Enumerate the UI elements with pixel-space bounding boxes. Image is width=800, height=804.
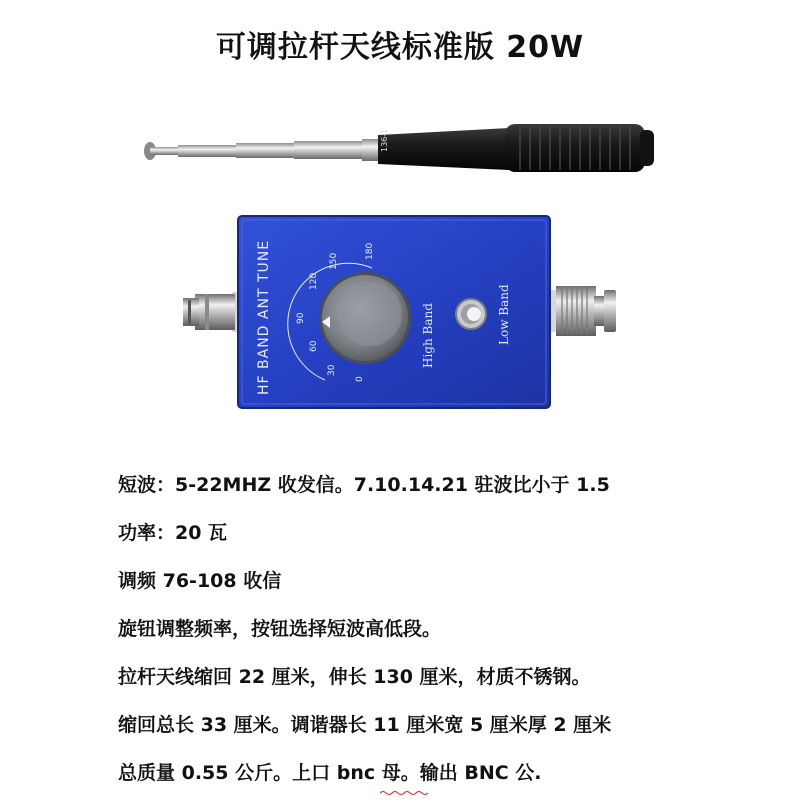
- high-band-label: High Band: [421, 303, 435, 368]
- tuner-box: [238, 216, 550, 408]
- product-title: 可调拉杆天线标准版 20W: [215, 30, 585, 65]
- scale-0: 0: [355, 376, 365, 382]
- scale-120: 120: [309, 272, 319, 290]
- spec-fm: 调频 76-108 收信: [118, 570, 282, 592]
- scale-30: 30: [327, 364, 337, 376]
- panel-label: HF BAND ANT TUNE: [256, 239, 272, 395]
- spec-controls: 旋钮调整频率，按钮选择短波高低段。: [118, 618, 442, 640]
- spellcheck-underline: [380, 790, 430, 796]
- low-band-label: Low Band: [497, 284, 511, 345]
- spec-list: [118, 468, 800, 804]
- telescopic-antenna: [144, 124, 654, 172]
- spec-weight-connectors: 总质量 0.55 公斤。上口 bnc 母。输出 BNC 公.: [118, 762, 542, 784]
- scale-150: 150: [329, 252, 339, 270]
- scale-180: 180: [365, 242, 375, 260]
- tuning-knob[interactable]: [319, 272, 411, 364]
- band-select-button[interactable]: [456, 299, 486, 329]
- scale-60: 60: [309, 340, 319, 352]
- antenna-marking: 136-1: [380, 128, 389, 152]
- spec-shortwave: 短波：5-22MHZ 收发信。7.10.14.21 驻波比小于 1.5: [118, 474, 610, 496]
- spec-power: 功率：20 瓦: [118, 522, 228, 544]
- bnc-male-connector: [547, 286, 616, 336]
- scale-90: 90: [296, 312, 306, 324]
- spec-dimensions: 缩回总长 33 厘米。调谐器长 11 厘米宽 5 厘米厚 2 厘米: [118, 714, 612, 736]
- spec-antenna-length: 拉杆天线缩回 22 厘米，伸长 130 厘米，材质不锈钢。: [118, 666, 591, 688]
